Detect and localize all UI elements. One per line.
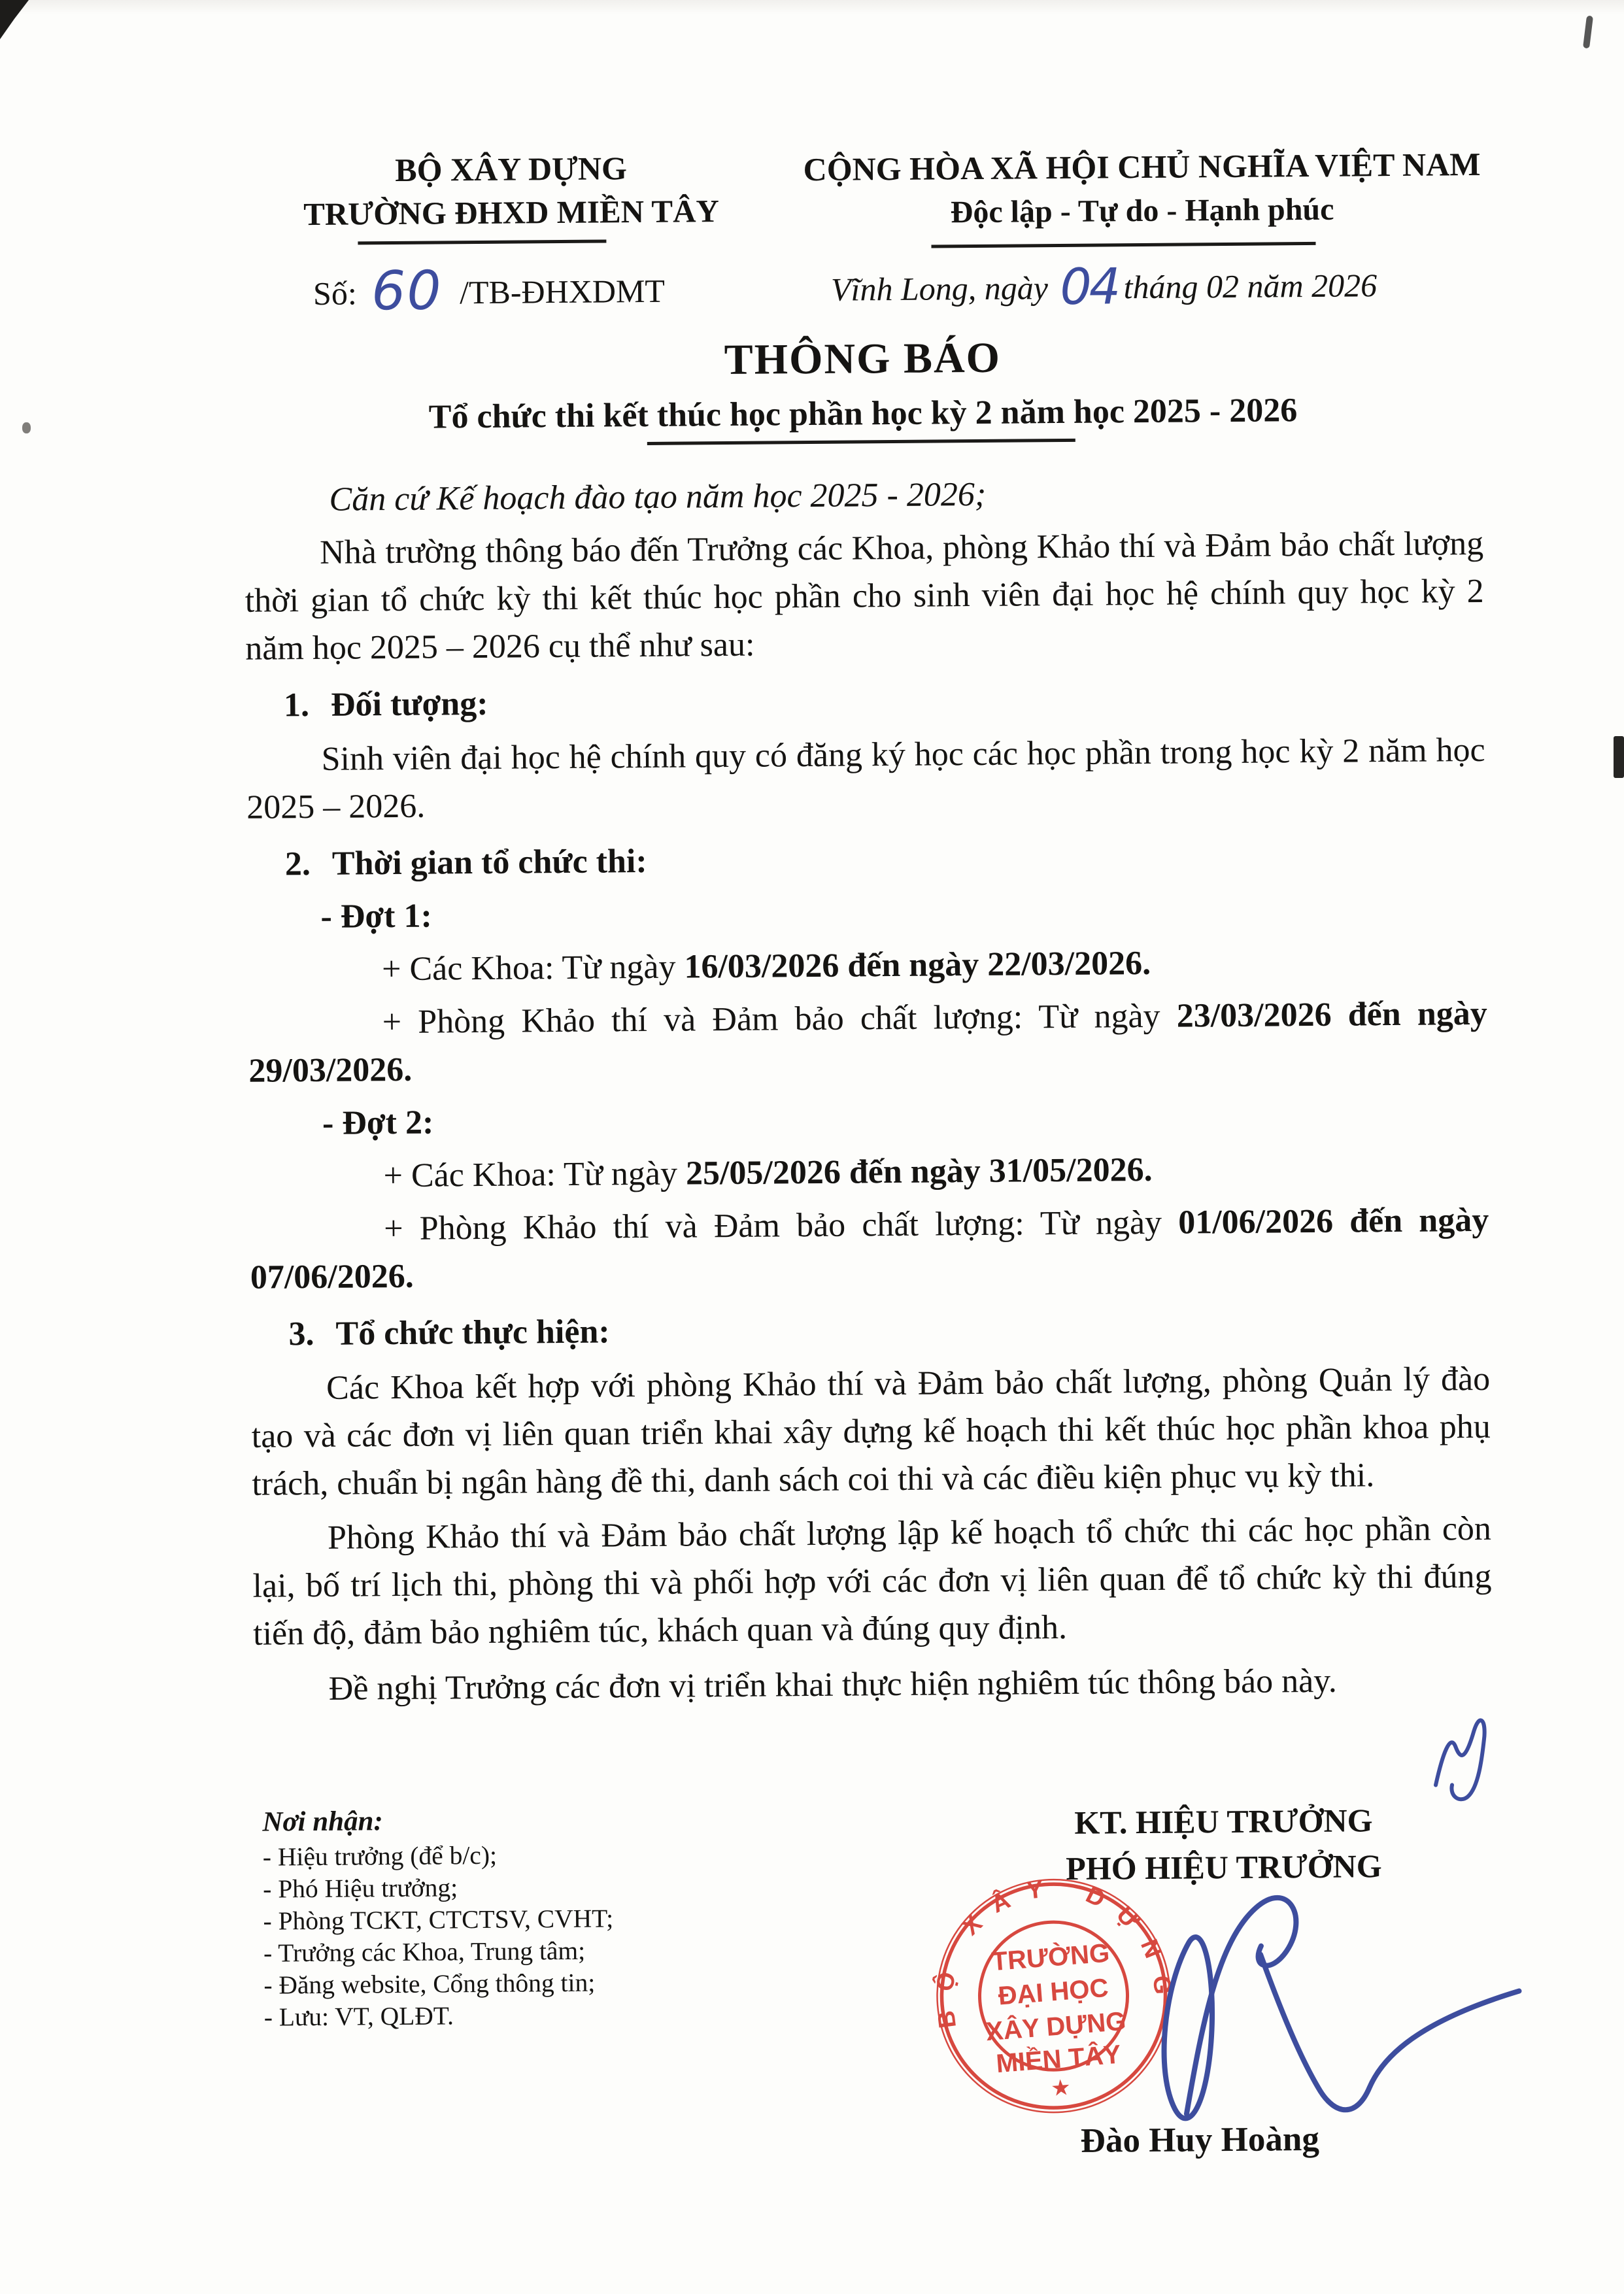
stamp-line-2: ĐẠI HỌC xyxy=(997,1973,1109,2011)
signature-stroke-tail xyxy=(1260,1953,1520,2111)
round2-item-khoa-text: + Các Khoa: Từ ngày xyxy=(383,1155,686,1195)
issuing-org-block xyxy=(288,146,734,237)
round2-item-khaothi-text: + Phòng Khảo thí và Đảm bảo chất lượng: Từ ngày xyxy=(384,1204,1179,1248)
closing-line: Đề nghị Trưởng các đơn vị triển khai thực hiện nghiêm túc thông báo này. xyxy=(328,1662,1338,1708)
round1-label: - Đợt 1: xyxy=(320,897,433,936)
round1-item-khoa-text: + Các Khoa: Từ ngày xyxy=(381,948,685,988)
section3-heading-text: Tổ chức thực hiện: xyxy=(335,1313,610,1353)
recipient-item: - Trưởng các Khoa, Trung tâm; xyxy=(263,1936,586,1968)
recipient-item: - Lưu: VT, QLĐT. xyxy=(263,2001,454,2032)
handwritten-initial xyxy=(1412,1687,1531,1819)
national-motto: Độc lập - Tự do - Hạnh phúc xyxy=(950,192,1334,230)
round2-item-khoa-dates: 25/05/2026 đến ngày 31/05/2026. xyxy=(685,1151,1153,1192)
initial-stroke xyxy=(1435,1720,1485,1799)
ministry-name: BỘ XÂY DỰNG xyxy=(395,150,628,188)
place-date-before: Vĩnh Long, ngày xyxy=(830,269,1049,308)
stamp-line-4: MIỀN TÂY xyxy=(995,2040,1123,2079)
round1-item-khoa-dates: 16/03/2026 đến ngày 22/03/2026. xyxy=(684,944,1151,986)
scan-artifact-speck xyxy=(22,422,31,433)
section3-para1: Các Khoa kết hợp với phòng Khảo thí và Đảm bảo chất lượng, phòng Quản lý đào tạo và các đơn vị liên quan triển khai xây dựng kế hoạch thi kết thúc học phần khoa phụ trách, chuẩn bị ngân hàng đề thi, danh sách coi thi và các điều kiện phục vụ kỳ thi. xyxy=(251,1360,1491,1503)
round1-item-khoa xyxy=(248,937,1487,994)
legal-basis: Căn cứ Kế hoạch đào tạo năm học 2025 - 2026; xyxy=(329,475,987,518)
round2-item-khaothi-dates: 01/06/2026 đến ngày 07/06/2026. xyxy=(250,1201,1489,1296)
section3-heading xyxy=(250,1301,1490,1358)
motto-underline xyxy=(931,242,1315,248)
round1-item-khaothi-dates: 23/03/2026 đến ngày 29/03/2026. xyxy=(248,994,1487,1090)
org-underline xyxy=(358,239,606,245)
recipient-item: - Phòng TCKT, CTCTSV, CVHT; xyxy=(263,1904,614,1936)
recipients-block xyxy=(262,1800,761,2034)
doc-number-prefix: Số: xyxy=(313,275,357,312)
section2-heading-text: Thời gian tổ chức thi: xyxy=(331,842,647,883)
document-number-line xyxy=(313,260,666,323)
handwritten-doc-number: 60 xyxy=(371,260,443,323)
section3-para2: Phòng Khảo thí và Đảm bảo chất lượng lập kế hoạch tổ chức thi các học phần còn lại, bố trí lịch thi, phòng thi và phối hợp với các đơn vị liên quan để tổ chức kỳ thi đúng tiến độ, đảm bảo nghiêm túc, khách quan và đúng quy định. xyxy=(252,1510,1492,1653)
doc-number-suffix: /TB-ĐHXDMT xyxy=(459,272,666,311)
signer-name: Đào Huy Hoàng xyxy=(1080,2119,1320,2160)
document-title: THÔNG BÁO xyxy=(724,333,1002,384)
section3-number: 3. xyxy=(288,1315,314,1353)
place-date-after: tháng 02 năm 2026 xyxy=(1123,267,1378,306)
handwritten-signature xyxy=(890,1838,1593,2222)
section2-heading xyxy=(247,831,1487,888)
national-title: CỘNG HÒA XÃ HỘI CHỦ NGHĨA VIỆT NAM xyxy=(803,145,1481,188)
recipient-item: - Đăng website, Cổng thông tin; xyxy=(263,1968,596,2000)
stamp-star: ★ xyxy=(1051,2076,1071,2100)
signer-title-1: KT. HIỆU TRƯỞNG xyxy=(1074,1802,1373,1841)
national-header-block xyxy=(766,142,1518,237)
section1-heading-text: Đối tượng: xyxy=(330,684,488,724)
round1-item-khaothi-text: + Phòng Khảo thí và Đảm bảo chất lượng: Từ ngày xyxy=(382,997,1177,1041)
place-date-line xyxy=(830,257,1378,316)
section1-number: 1. xyxy=(283,686,310,724)
stamp-line-3: XÂY DỰNG xyxy=(985,2006,1127,2047)
document-subtitle: Tổ chức thi kết thúc học phần học kỳ 2 năm học 2025 - 2026 xyxy=(428,392,1298,436)
handwritten-day: 04 xyxy=(1060,257,1119,316)
section1-text: Sinh viên đại học hệ chính quy có đăng ký học các học phần trong học kỳ 2 năm học 2025 – 2026. xyxy=(246,731,1485,826)
section2-number: 2. xyxy=(284,845,311,883)
section1-heading xyxy=(246,672,1485,730)
recipient-item: - Hiệu trưởng (để b/c); xyxy=(262,1840,498,1872)
round2-item-khaothi xyxy=(250,1196,1489,1302)
round2-label: - Đợt 2: xyxy=(322,1104,434,1142)
school-name: TRƯỜNG ĐHXD MIỀN TÂY xyxy=(303,193,720,233)
signer-title-2: PHÓ HIỆU TRƯỞNG xyxy=(1066,1847,1382,1887)
recipients-label: Nơi nhận: xyxy=(262,1806,383,1838)
round1-item-khaothi xyxy=(248,990,1488,1095)
recipient-item: - Phó Hiệu trưởng; xyxy=(263,1873,458,1904)
scan-artifact-edge xyxy=(1614,736,1624,778)
round2-item-khoa xyxy=(249,1143,1489,1201)
stamp-arc-text: BỘ XÂY DỰNG xyxy=(930,1874,1177,2030)
stamp-line-1: TRƯỜNG xyxy=(990,1938,1111,1977)
subtitle-underline xyxy=(647,439,1075,445)
intro-paragraph: Nhà trường thông báo đến Trưởng các Khoa, phòng Khảo thí và Đảm bảo chất lượng thời gian tổ chức kỳ thi kết thúc học phần cho sinh viên đại học hệ chính quy học kỳ 2 năm học 2025 – 2026 cụ thể như sau: xyxy=(245,524,1484,667)
document-body xyxy=(244,467,1493,1713)
